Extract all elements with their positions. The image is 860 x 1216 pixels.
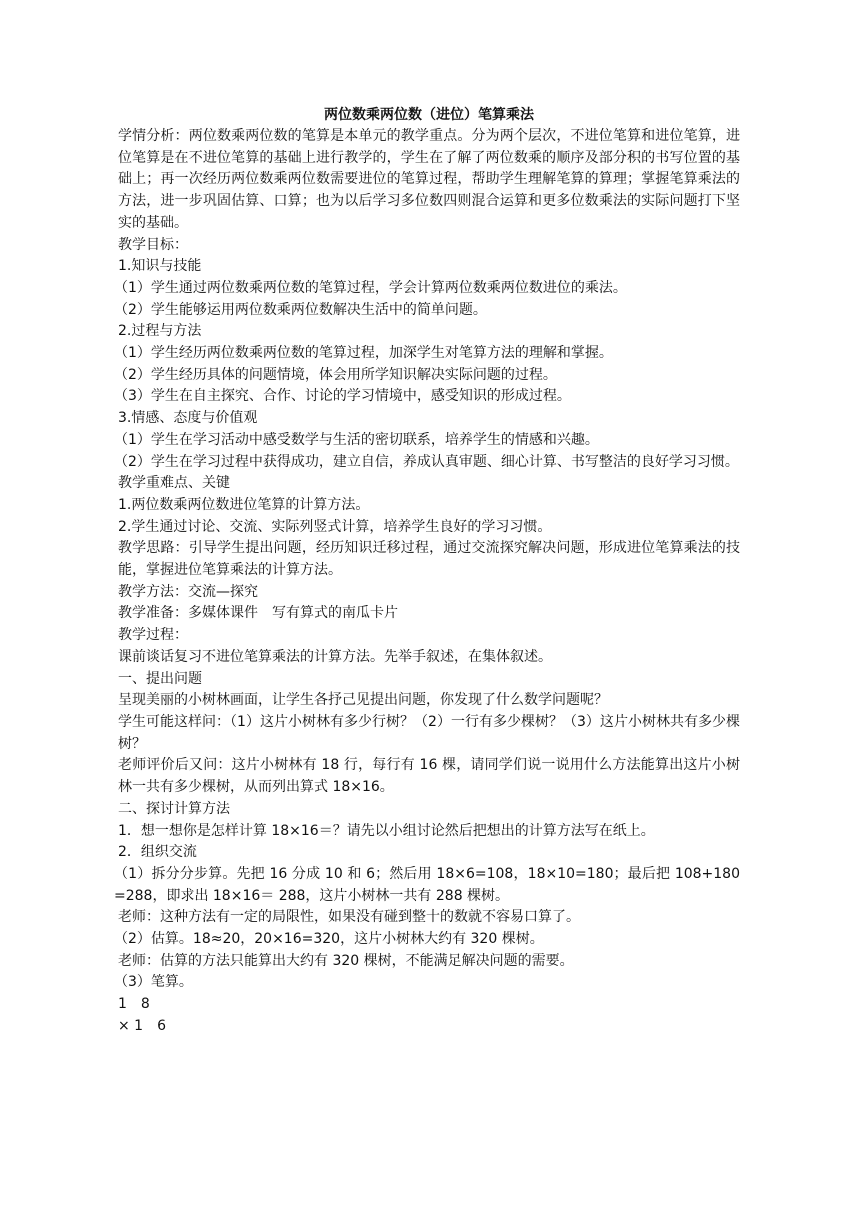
paragraph-teacher-comment-2: 老师：估算的方法只能算出大约有 320 棵树，不能满足解决问题的需要。 [118,952,574,969]
vertical-calc-line-1: 1 8 [118,996,150,1013]
paragraph-process-3: （3）学生在自主探究、合作、讨论的学习情境中，感受知识的形成过程。 [114,388,571,405]
document-page [114,104,740,1038]
paragraph-emotion-1: （1）学生在学习活动中感受数学与生活的密切联系，培养学生的情感和兴趣。 [114,431,599,448]
paragraph-process-2: （2）学生经历具体的问题情境，体会用所学知识解决实际问题的过程。 [114,366,557,383]
paragraph-method-estimate: （2）估算。18≈20，20×16=320，这片小树林大约有 320 棵树。 [114,931,544,948]
document-title: 两位数乘两位数（进位）笔算乘法 [324,107,534,123]
paragraph-emotion-heading: 3.情感、态度与价值观 [118,410,258,427]
paragraph-process-heading: 2.过程与方法 [118,323,202,340]
paragraph-method-written: （3）笔算。 [114,974,193,991]
paragraph-objectives-heading: 教学目标： [118,236,188,253]
vertical-calc-line-2: × 1 6 [118,1017,166,1034]
section-heading-1: 一、提出问题 [118,670,202,687]
paragraph-teaching-method: 教学方法：交流—探究 [118,583,258,600]
paragraph-teacher-question: 老师评价后又问：这片小树林有 18 行，每行有 16 棵，请同学们说一说用什么方法能算出这片小树林一共有多少棵树，从而列出算式 18×16。 [118,757,740,796]
paragraph-teaching-prep: 教学准备：多媒体课件 写有算式的南瓜卡片 [118,605,398,622]
paragraph-key-point-2: 2.学生通过讨论、交流、实际列竖式计算，培养学生良好的学习习惯。 [118,518,552,535]
paragraph-step-2: 2．组织交流 [118,844,197,861]
paragraph-process-1: （1）学生经历两位数乘两位数的笔算过程，加深学生对笔算方法的理解和掌握。 [114,345,613,362]
paragraph-step-1: 1．想一想你是怎样计算 18×16＝？请先以小组讨论然后把想出的计算方法写在纸上。 [118,822,655,839]
paragraph-pre-class: 课前谈话复习不进位笔算乘法的计算方法。先举手叙述，在集体叙述。 [118,648,552,665]
paragraph-teacher-comment-1: 老师：这种方法有一定的局限性，如果没有碰到整十的数就不容易口算了。 [118,909,580,926]
paragraph-method-split: （1）拆分分步算。先把 16 分成 10 和 6；然后用 18×6=108，18×10=180；最后把 108+180=288，即求出 18×16＝ 288，这片小树林一共有 288 棵树。 [114,865,740,904]
paragraph-knowledge-2: （2）学生能够运用两位数乘两位数解决生活中的简单问题。 [114,301,487,318]
paragraph-key-points-heading: 教学重难点、关键 [118,475,230,492]
paragraph-knowledge-1: （1）学生通过两位数乘两位数的笔算过程，学会计算两位数乘两位数进位的乘法。 [114,279,627,296]
paragraph-teaching-idea: 教学思路：引导学生提出问题，经历知识迁移过程，通过交流探究解决问题，形成进位笔算乘法的技能，掌握进位笔算乘法的计算方法。 [118,540,740,579]
paragraph-emotion-2: （2）学生在学习过程中获得成功，建立自信，养成认真审题、细心计算、书写整洁的良好学习习惯。 [114,453,739,470]
paragraph-student-questions: 学生可能这样问：（1）这片小树林有多少行树？（2）一行有多少棵树？（3）这片小树林共有多少棵树？ [118,713,740,752]
paragraph-key-point-1: 1.两位数乘两位数进位笔算的计算方法。 [118,496,370,513]
paragraph-analysis: 学情分析：两位数乘两位数的笔算是本单元的教学重点。分为两个层次，不进位笔算和进位笔算，进位笔算是在不进位笔算的基础上进行教学的，学生在了解了两位数乘的顺序及部分积的书写位置的基础上；再一次经历两位数乘两位数需要进位的笔算过程，帮助学生理解笔算的算理；掌握笔算乘法的方法，进一步巩固估算、口算；也为以后学习多位数四则混合运算和更多位数乘法的实际问题打下坚实的基础。 [118,128,740,231]
paragraph-teaching-process: 教学过程： [118,627,188,644]
section-heading-2: 二、探讨计算方法 [118,800,230,817]
paragraph-knowledge-heading: 1.知识与技能 [118,258,202,275]
paragraph-scene: 呈现美丽的小树林画面，让学生各抒己见提出问题，你发现了什么数学问题呢？ [118,692,608,709]
